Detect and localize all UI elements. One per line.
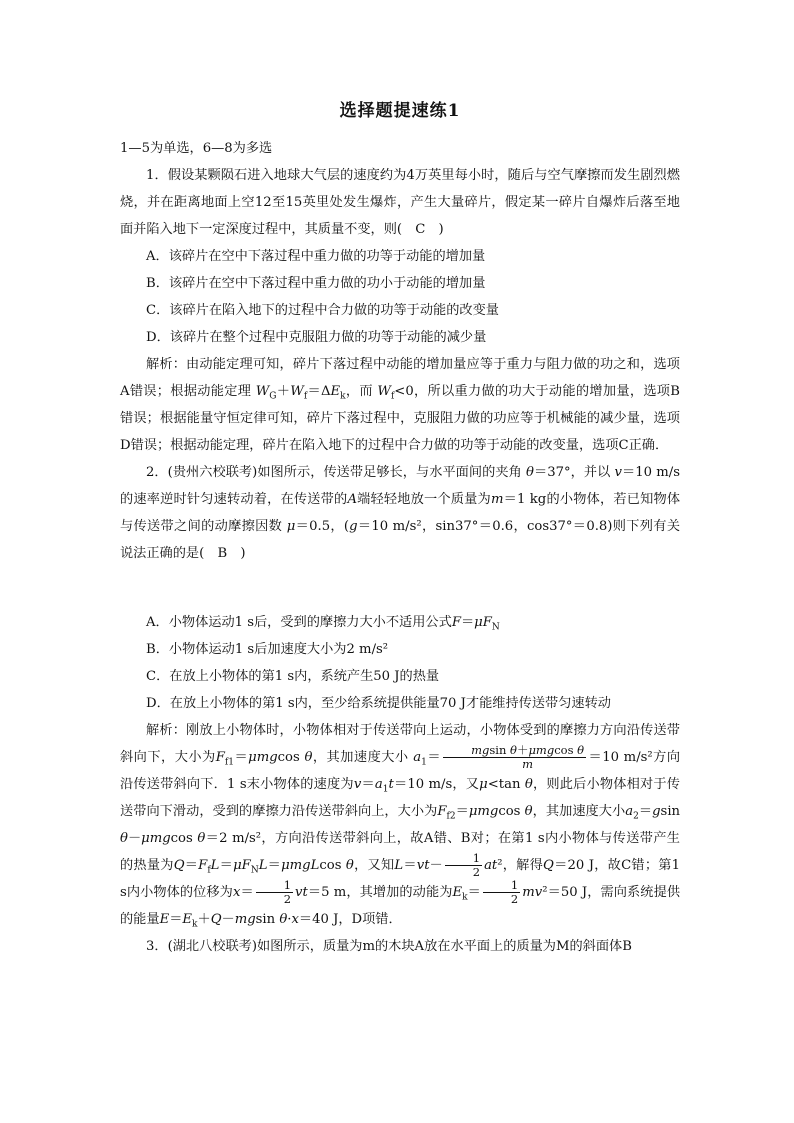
- q2-option-c: C．在放上小物体的第1 s内，系统产生50 J的热量: [146, 669, 440, 684]
- q1-option-b: B．该碎片在空中下落过程中重力做的功小于动能的增加量: [146, 276, 486, 291]
- acceleration-fraction: $\frac{\text{mgsin θ＋μmgcos θ}}{m}$: [443, 744, 586, 771]
- half-fraction: $\frac{1}{2}$: [256, 879, 293, 906]
- q1-option-c: C．该碎片在陷入地下的过程中合力做的功等于动能的改变量: [146, 303, 499, 318]
- q2-option-d: D．在放上小物体的第1 s内，至少给系统提供能量70 J才能维持传送带匀速转动: [146, 696, 611, 711]
- q2-option-b: B．小物体运动1 s后加速度大小为2 m/s²: [146, 642, 389, 657]
- figure-space: [120, 567, 680, 609]
- page-title: 选择题提速练1: [339, 101, 461, 121]
- document-page: [120, 96, 680, 960]
- question-3-stem: 3．(湖北八校联考)如图所示，质量为m的木块A放在水平面上的质量为M的斜面体B: [146, 939, 632, 954]
- half-fraction: $\frac{1}{2}$: [445, 852, 482, 879]
- q2-option-a: A．小物体运动1 s后，受到的摩擦力大小不适用公式$F=\mu F_N$: [146, 615, 500, 633]
- half-fraction: $\frac{1}{2}$: [483, 879, 520, 906]
- question-2-stem: 2．(贵州六校联考)如图所示，传送带足够长，与水平面间的夹角 θ＝37°，并以 v＝10 m/s的速率逆时针匀速转动着，在传送带的A端轻轻地放一个质量为m＝1 kg的小物体，若已知物体与传送带之间的动摩擦因数 μ＝0.5，(g＝10 m/s²，sin37°＝0.6，cos37°＝0.8)则下列有关说法正确的是( B ): [120, 465, 681, 561]
- question-1-stem: 1．假设某颗陨石进入地球大气层的速度约为4万英里每小时，随后与空气摩擦而发生剧烈燃烧，并在距离地面上空12至15英里处发生爆炸，产生大量碎片，假定某一碎片自爆炸后落至地面并陷入地下一定深度过程中，其质量不变，则( C ): [120, 168, 680, 237]
- q1-option-d: D．该碎片在整个过程中克服阻力做的功等于动能的减少量: [146, 330, 487, 345]
- question-type-note: 1—5为单选，6—8为多选: [120, 141, 273, 156]
- q1-option-a: A．该碎片在空中下落过程中重力做的功等于动能的增加量: [146, 249, 486, 264]
- q2-analysis: 解析：刚放上小物体时，小物体相对于传送带向上运动，小物体受到的摩擦力方向沿传送带斜向下，大小为$F_{f1}=\mu mgcos$ θ，其加速度大小 $a_1=$ $\frac{\text{mgsin θ＋μmgcos θ}}{m}$ ＝10 m/s²方向沿传送带斜向下．1 s末小物体的速度为$v=a_1t=10$ m/s，又μ<tan θ，则此后小物体相对于传送带向下滑动，受到的摩擦力沿传送带斜向上，大小为$F_{f2}=\mu mgcos$ θ，其加速度大小$a_2=gsin$ θ－μmgcos θ＝2 m/s²，方向沿传送带斜向上，故A错、B对；在第1 s内小物体与传送带产生的热量为$Q=F_fL=\mu F_NL=\mu mgLcos$ θ，又知L＝vt－ $\frac{1}{2}$ at²，解得Q＝20 J，故C错；第1 s内小物体的位移为x＝ $\frac{1}{2}$ vt＝5 m，其增加的动能为$E_k=$ $\frac{1}{2}$ mv²＝50 J，需向系统提供的能量$E=E_k+Q-mgsin$ θ·x＝40 J，D项错．: [120, 723, 681, 930]
- q1-analysis: 解析：由动能定理可知，碎片下落过程中动能的增加量应等于重力与阻力做的功之和，选项A错误；根据动能定理 $W_G+W_f=\Delta E_k$，而 $W_f<0$，所以重力做的功大于动能的增加量，选项B错误；根据能量守恒定律可知，碎片下落过程中，克服阻力做的功应等于机械能的减少量，选项D错误；根据动能定理，碎片在陷入地下的过程中合力做的功等于动能的改变量，选项C正确．: [120, 357, 680, 453]
